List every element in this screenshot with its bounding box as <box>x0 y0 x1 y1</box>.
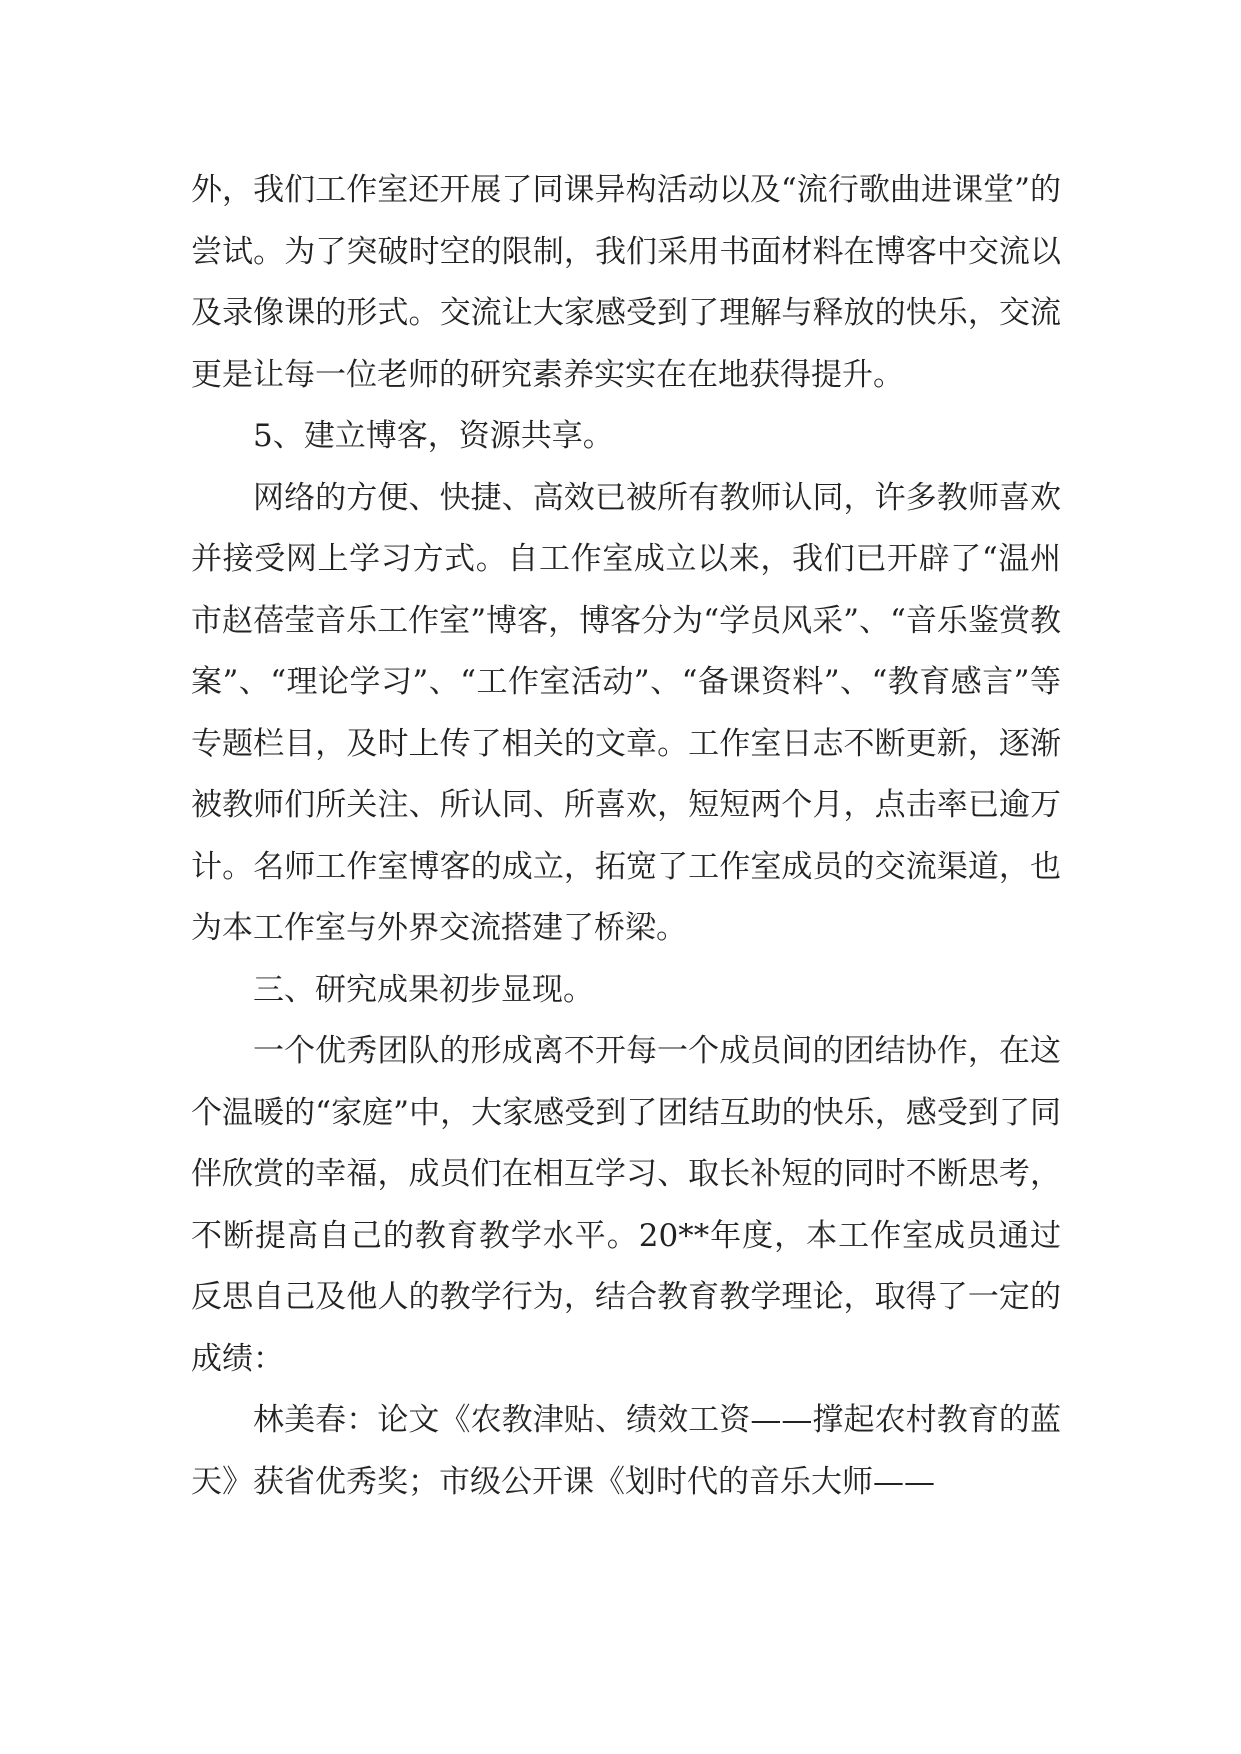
paragraph-team-collaboration: 一个优秀团队的形成离不开每一个成员间的团结协作，在这个温暖的“家庭”中，大家感受到了团结互助的快乐，感受到了同伴欣赏的幸福，成员们在相互学习、取长补短的同时不断思考，不断提高自己的教育教学水平。20**年度，本工作室成员通过反思自己及他人的教学行为，结合教育教学理论，取得了一定的成绩： <box>191 1033 1061 1377</box>
paragraph-blog-exchange: 外，我们工作室还开展了同课异构活动以及“流行歌曲进课堂”的尝试。为了突破时空的限制，我们采用书面材料在博客中交流以及录像课的形式。交流让大家感受到了理解与释放的快乐，交流更是让每一位老师的研究素养实实在在地获得提升。 <box>191 172 1061 393</box>
heading-research-results: 三、研究成果初步显现。 <box>253 971 594 1008</box>
paragraph-network-blog: 网络的方便、快捷、高效已被所有教师认同，许多教师喜欢并接受网上学习方式。自工作室成立以来，我们已开辟了“温州市赵蓓莹音乐工作室”博客，博客分为“学员风采”、“音乐鉴赏教案”、“理论学习”、“工作室活动”、“备课资料”、“教育感言”等专题栏目，及时上传了相关的文章。工作室日志不断更新，逐渐被教师们所关注、所认同、所喜欢，短短两个月，点击率已逾万计。名师工作室博客的成立，拓宽了工作室成员的交流渠道，也为本工作室与外界交流搭建了桥梁。 <box>191 479 1061 946</box>
heading-build-blog: 5、建立博客，资源共享。 <box>253 418 614 454</box>
document-body <box>191 160 1061 1513</box>
paragraph-lin-meichun: 林美春：论文《农教津贴、绩效工资——撑起农村教育的蓝天》获省优秀奖；市级公开课《划时代的音乐大师—— <box>191 1402 1061 1500</box>
